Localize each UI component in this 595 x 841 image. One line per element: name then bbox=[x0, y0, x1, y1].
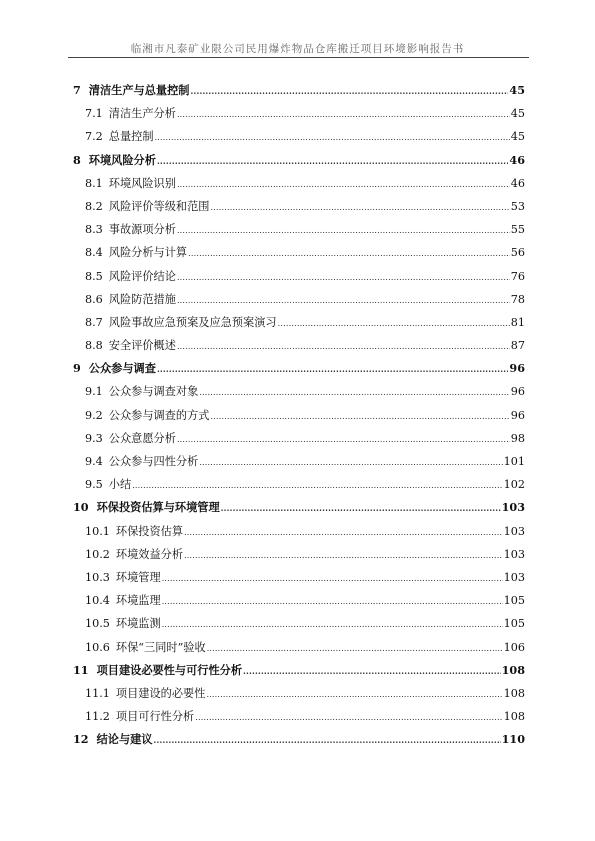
toc-entry-title: 环境监理 bbox=[115, 594, 161, 608]
toc-entry-title: 环境效益分析 bbox=[115, 547, 184, 561]
toc-entry-label bbox=[85, 520, 183, 543]
running-header: 临湘市凡泰矿业限公司民用爆炸物品仓库搬迁项目环境影响报告书 bbox=[130, 43, 465, 55]
toc-page-number: 108 bbox=[503, 686, 525, 700]
toc-section-entry[interactable] bbox=[73, 450, 525, 473]
toc-page-number: 103 bbox=[503, 570, 525, 584]
toc-page-number: 78 bbox=[510, 292, 525, 306]
toc-entry-number: 9.5 bbox=[85, 478, 103, 492]
toc-dot-leader bbox=[132, 474, 502, 497]
toc-page-number: 96 bbox=[510, 408, 525, 422]
toc-entry-title: 清洁生产分析 bbox=[108, 107, 176, 121]
toc-entry-number: 11.1 bbox=[85, 686, 110, 700]
toc-dot-leader bbox=[157, 150, 508, 173]
toc-page-number: 110 bbox=[501, 732, 525, 747]
toc-dot-leader bbox=[243, 660, 501, 683]
toc-entry-title: 项目建设必要性与可行性分析 bbox=[96, 662, 243, 677]
toc-entry-number: 7 bbox=[73, 83, 81, 97]
toc-entry-title: 结论与建议 bbox=[96, 732, 153, 747]
toc-page-number: 106 bbox=[503, 640, 525, 654]
toc-entry-label bbox=[73, 659, 242, 682]
toc-entry-number: 8.4 bbox=[85, 246, 103, 260]
toc-entry-label bbox=[85, 612, 161, 635]
toc-page-number: 81 bbox=[510, 315, 525, 329]
toc-entry-title: 环境监测 bbox=[115, 617, 161, 631]
toc-entry-number: 8.8 bbox=[85, 339, 103, 353]
toc-entry-number: 9.3 bbox=[85, 431, 103, 445]
toc-page-number: 101 bbox=[503, 455, 525, 468]
toc-entry-label bbox=[85, 288, 176, 311]
toc-entry-number: 7.1 bbox=[85, 107, 103, 121]
toc-entry-title: 公众参与调查的方式 bbox=[108, 408, 210, 422]
toc-dot-leader bbox=[162, 567, 503, 590]
toc-dot-leader bbox=[211, 405, 510, 428]
toc-entry-number: 8.6 bbox=[85, 292, 103, 306]
toc-entry-label bbox=[85, 102, 176, 125]
toc-section-entry[interactable] bbox=[73, 380, 525, 403]
toc-dot-leader bbox=[188, 242, 510, 265]
toc-entry-title: 清洁生产与总量控制 bbox=[88, 83, 190, 97]
toc-entry-title: 公众参与调查 bbox=[88, 361, 156, 376]
toc-section-entry[interactable] bbox=[73, 265, 525, 288]
toc-entry-title: 风险评价结论 bbox=[108, 269, 176, 283]
toc-entry-number: 10.6 bbox=[85, 640, 110, 654]
toc-entry-label bbox=[85, 450, 198, 473]
toc-entry-title: 小结 bbox=[108, 478, 132, 492]
toc-page-number: 53 bbox=[510, 199, 525, 213]
toc-dot-leader bbox=[162, 590, 503, 613]
toc-entry-number: 7.2 bbox=[85, 130, 103, 144]
toc-dot-leader bbox=[177, 219, 510, 242]
toc-entry-number: 10.2 bbox=[85, 547, 110, 561]
toc-entry-title: 环境风险识别 bbox=[108, 176, 176, 190]
toc-entry-label bbox=[85, 427, 176, 450]
toc-section-entry[interactable] bbox=[73, 172, 525, 195]
toc-dot-leader bbox=[177, 335, 510, 358]
toc-section-entry[interactable] bbox=[73, 195, 525, 218]
toc-entry-number: 10 bbox=[73, 500, 89, 515]
toc-page-number: 55 bbox=[510, 223, 525, 237]
toc-dot-leader bbox=[199, 381, 509, 404]
toc-chapter-entry[interactable] bbox=[73, 149, 525, 172]
toc-dot-leader bbox=[221, 497, 501, 520]
toc-dot-leader bbox=[162, 613, 503, 636]
toc-section-entry[interactable] bbox=[73, 404, 525, 427]
toc-entry-title: 安全评价概述 bbox=[108, 339, 176, 353]
table-of-contents bbox=[73, 79, 525, 751]
toc-dot-leader bbox=[195, 706, 502, 729]
toc-section-entry[interactable] bbox=[73, 589, 525, 612]
toc-entry-title: 项目可行性分析 bbox=[115, 710, 195, 724]
toc-entry-label bbox=[85, 473, 131, 496]
toc-entry-label bbox=[85, 125, 154, 148]
toc-chapter-entry[interactable] bbox=[73, 728, 525, 751]
toc-dot-leader bbox=[177, 428, 510, 451]
toc-entry-number: 10.3 bbox=[85, 570, 110, 584]
toc-section-entry[interactable] bbox=[73, 682, 525, 705]
toc-entry-title: 风险事故应急预案及应急预案演习 bbox=[108, 315, 277, 329]
toc-entry-number: 11 bbox=[73, 662, 89, 677]
toc-section-entry[interactable] bbox=[73, 473, 525, 496]
toc-page-number: 45 bbox=[509, 83, 525, 97]
toc-chapter-entry[interactable] bbox=[73, 496, 525, 519]
toc-entry-title: 公众参与调查对象 bbox=[108, 385, 199, 399]
toc-section-entry[interactable] bbox=[73, 520, 525, 543]
toc-page-number: 98 bbox=[510, 431, 525, 445]
toc-entry-number: 8.2 bbox=[85, 199, 103, 213]
toc-entry-number: 8.3 bbox=[85, 223, 103, 237]
toc-entry-label bbox=[85, 195, 210, 218]
toc-entry-number: 10.5 bbox=[85, 617, 110, 631]
toc-section-entry[interactable] bbox=[73, 705, 525, 728]
toc-page-number: 76 bbox=[510, 269, 525, 283]
toc-page-number: 103 bbox=[501, 500, 525, 515]
toc-entry-label bbox=[73, 149, 156, 172]
toc-entry-number: 12 bbox=[73, 732, 89, 747]
toc-entry-label bbox=[73, 79, 190, 102]
toc-entry-number: 9.2 bbox=[85, 408, 103, 422]
toc-entry-title: 环保投资估算与环境管理 bbox=[96, 500, 220, 515]
toc-section-entry[interactable] bbox=[73, 125, 525, 148]
toc-page-number: 96 bbox=[509, 361, 525, 376]
toc-entry-number: 10.4 bbox=[85, 594, 110, 608]
toc-chapter-entry[interactable] bbox=[73, 659, 525, 682]
header-rule bbox=[68, 57, 529, 58]
toc-page-number: 103 bbox=[503, 547, 525, 561]
toc-section-entry[interactable] bbox=[73, 241, 525, 264]
toc-page-number: 108 bbox=[501, 662, 525, 677]
toc-entry-label bbox=[85, 334, 176, 357]
toc-entry-label bbox=[85, 589, 161, 612]
toc-page-number: 56 bbox=[510, 246, 525, 260]
toc-entry-number: 8.1 bbox=[85, 176, 103, 190]
toc-entry-number: 8.5 bbox=[85, 269, 103, 283]
toc-dot-leader bbox=[207, 637, 503, 660]
toc-page-number: 87 bbox=[510, 339, 525, 353]
toc-entry-title: 环保投资估算 bbox=[115, 524, 184, 538]
toc-entry-label bbox=[73, 496, 220, 519]
toc-section-entry[interactable] bbox=[73, 311, 525, 334]
toc-chapter-entry[interactable] bbox=[73, 357, 525, 380]
toc-dot-leader bbox=[184, 544, 503, 567]
toc-dot-leader bbox=[177, 173, 510, 196]
toc-dot-leader bbox=[191, 80, 509, 103]
toc-dot-leader bbox=[278, 312, 510, 335]
toc-dot-leader bbox=[177, 289, 510, 312]
toc-entry-label bbox=[85, 380, 198, 403]
toc-dot-leader bbox=[177, 266, 510, 289]
toc-dot-leader bbox=[177, 103, 510, 126]
toc-entry-label bbox=[85, 265, 176, 288]
toc-section-entry[interactable] bbox=[73, 288, 525, 311]
toc-page-number: 105 bbox=[503, 617, 525, 631]
toc-entry-label bbox=[85, 636, 206, 659]
toc-section-entry[interactable] bbox=[73, 334, 525, 357]
toc-entry-number: 8.7 bbox=[85, 315, 103, 329]
toc-entry-title: 风险防范措施 bbox=[108, 292, 176, 306]
toc-entry-title: 总量控制 bbox=[108, 130, 154, 144]
toc-entry-title: 环境管理 bbox=[115, 570, 161, 584]
toc-entry-label bbox=[73, 357, 156, 380]
toc-section-entry[interactable] bbox=[73, 218, 525, 241]
toc-dot-leader bbox=[154, 729, 501, 752]
toc-page-number: 46 bbox=[509, 152, 525, 167]
toc-entry-number: 9.4 bbox=[85, 455, 103, 468]
toc-entry-title: 风险评价等级和范围 bbox=[108, 199, 210, 213]
toc-entry-title: 环境风险分析 bbox=[88, 152, 156, 167]
toc-entry-number: 9 bbox=[73, 361, 81, 376]
toc-entry-title: 公众参与四性分析 bbox=[108, 455, 199, 468]
toc-page-number: 46 bbox=[510, 176, 525, 190]
toc-entry-label bbox=[73, 728, 153, 751]
toc-dot-leader bbox=[184, 521, 503, 544]
toc-dot-leader bbox=[206, 683, 502, 706]
toc-entry-number: 9.1 bbox=[85, 385, 103, 399]
toc-section-entry[interactable] bbox=[73, 543, 525, 566]
toc-section-entry[interactable] bbox=[73, 427, 525, 450]
toc-entry-title: 项目建设的必要性 bbox=[115, 686, 206, 700]
toc-page-number: 102 bbox=[503, 478, 525, 492]
toc-entry-title: 风险分析与计算 bbox=[108, 246, 188, 260]
toc-dot-leader bbox=[157, 358, 508, 381]
toc-entry-number: 10.1 bbox=[85, 524, 110, 538]
toc-entry-title: 环保“三同时”验收 bbox=[115, 640, 206, 654]
toc-page-number: 45 bbox=[510, 130, 525, 144]
toc-entry-label bbox=[85, 311, 277, 334]
toc-page-number: 103 bbox=[503, 524, 525, 538]
toc-entry-label bbox=[85, 705, 194, 728]
toc-section-entry[interactable] bbox=[73, 636, 525, 659]
toc-entry-number: 8 bbox=[73, 152, 81, 167]
toc-entry-label bbox=[85, 218, 176, 241]
toc-section-entry[interactable] bbox=[73, 612, 525, 635]
toc-entry-label bbox=[85, 241, 187, 264]
toc-section-entry[interactable] bbox=[73, 566, 525, 589]
toc-dot-leader bbox=[199, 451, 502, 474]
toc-entry-label bbox=[85, 172, 176, 195]
toc-entry-label bbox=[85, 543, 183, 566]
toc-entry-title: 事故源项分析 bbox=[108, 223, 176, 237]
toc-entry-label bbox=[85, 566, 161, 589]
toc-page-number: 108 bbox=[503, 710, 525, 724]
toc-chapter-entry[interactable] bbox=[73, 79, 525, 102]
toc-entry-label bbox=[85, 682, 205, 705]
toc-page-number: 105 bbox=[503, 594, 525, 608]
toc-section-entry[interactable] bbox=[73, 102, 525, 125]
toc-page-number: 96 bbox=[510, 385, 525, 399]
toc-entry-label bbox=[85, 404, 210, 427]
toc-dot-leader bbox=[211, 196, 510, 219]
toc-entry-title: 公众意愿分析 bbox=[108, 431, 176, 445]
toc-page-number: 45 bbox=[510, 107, 525, 121]
toc-entry-number: 11.2 bbox=[85, 710, 110, 724]
toc-dot-leader bbox=[155, 126, 510, 149]
